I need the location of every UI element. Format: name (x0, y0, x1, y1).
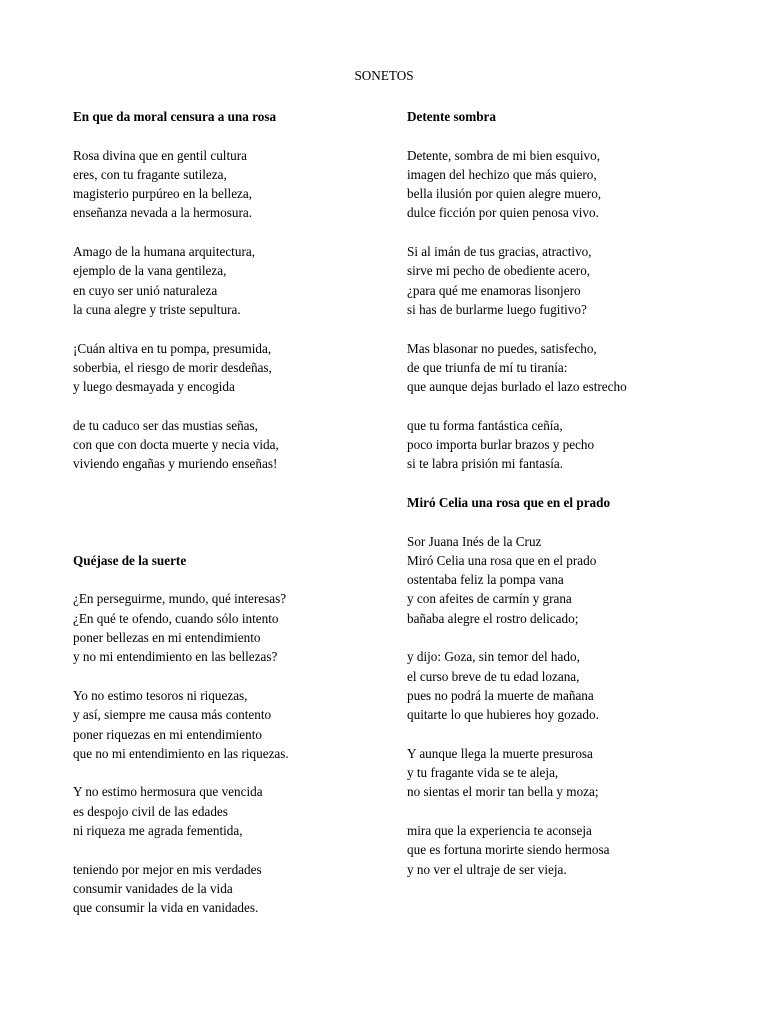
poem (73, 551, 393, 918)
verse-line: ¡Cuán altiva en tu pompa, presumida, (73, 340, 272, 356)
verse-line: si has de burlarme luego fugitivo? (407, 301, 587, 317)
verse-line: viviendo engañas y muriendo enseñas! (73, 456, 278, 472)
verse-line: que es fortuna morirte siendo hermosa (407, 842, 610, 858)
stanza (407, 744, 747, 802)
verse-line: es despojo civil de las edades (73, 803, 228, 819)
verse-line: que tu forma fantástica ceñía, (407, 417, 563, 433)
verse-line: Rosa divina que en gentil cultura (73, 147, 247, 163)
verse-line: Yo no estimo tesoros ni riquezas, (73, 687, 248, 703)
verse-line: bañaba alegre el rostro delicado; (407, 610, 579, 626)
stanza (407, 416, 747, 474)
verse-line: la cuna alegre y triste sepultura. (73, 301, 241, 317)
stanza (407, 242, 747, 319)
stanza (73, 589, 393, 666)
verse-line: sirve mi pecho de obediente acero, (407, 263, 591, 279)
stanza (73, 416, 393, 474)
verse-line: y así, siempre me causa más contento (73, 707, 272, 723)
verse-line: que consumir la vida en vanidades. (73, 900, 259, 916)
verse-line: soberbia, el riesgo de morir desdeñas, (73, 359, 272, 375)
spacer (73, 493, 393, 551)
poem-title: En que da moral censura a una rosa (73, 109, 277, 124)
verse-line: poner bellezas en mi entendimiento (73, 630, 261, 646)
verse-line: de que triunfa de mí tu tiranía: (407, 359, 568, 375)
verse-line: y tu fragante vida se te aleja, (407, 765, 559, 781)
verse-line: en cuyo ser unió naturaleza (73, 282, 218, 298)
verse-line: Y aunque llega la muerte presurosa (407, 745, 593, 761)
verse-line: que aunque dejas burlado el lazo estrecho (407, 379, 627, 395)
stanza (407, 339, 747, 397)
verse-line: ¿En qué te ofendo, cuando sólo intento (73, 610, 279, 626)
stanza (73, 686, 393, 763)
verse-line: y dijo: Goza, sin temor del hado, (407, 649, 580, 665)
verse-line: y luego desmayada y encogida (73, 379, 235, 395)
verse-line: magisterio purpúreo en la belleza, (73, 186, 253, 202)
verse-line: dulce ficción por quien penosa vivo. (407, 205, 599, 221)
poem (407, 107, 747, 474)
poem (407, 493, 747, 879)
verse-line: Miró Celia una rosa que en el prado (407, 552, 597, 568)
verse-line: ostentaba feliz la pompa vana (407, 572, 564, 588)
left-column (73, 107, 393, 937)
verse-line: poner riquezas en mi entendimiento (73, 726, 262, 742)
verse-line: ¿para qué me enamoras lisonjero (407, 282, 581, 298)
verse-line: quitarte lo que hubieres hoy gozado. (407, 707, 599, 723)
stanza (407, 647, 747, 724)
verse-line: Mas blasonar no puedes, satisfecho, (407, 340, 597, 356)
verse-line: no sientas el morir tan bella y moza; (407, 784, 599, 800)
verse-line: Si al imán de tus gracias, atractivo, (407, 244, 592, 260)
verse-line: enseñanza nevada a la hermosura. (73, 205, 253, 221)
verse-line: que no mi entendimiento en las riquezas. (73, 745, 289, 761)
verse-line: eres, con tu fragante sutileza, (73, 166, 227, 182)
stanza (73, 146, 393, 223)
stanza (407, 146, 747, 223)
verse-line: mira que la experiencia te aconseja (407, 822, 592, 838)
verse-line: ejemplo de la vana gentileza, (73, 263, 227, 279)
verse-line: y no ver el ultraje de ser vieja. (407, 861, 567, 877)
stanza (73, 860, 393, 918)
verse-line: el curso breve de tu edad lozana, (407, 668, 580, 684)
verse-line: ni riqueza me agrada fementida, (73, 822, 243, 838)
verse-line: imagen del hechizo que más quiero, (407, 166, 597, 182)
verse-line: Detente, sombra de mi bien esquivo, (407, 147, 601, 163)
poem (73, 107, 393, 474)
verse-line: consumir vanidades de la vida (73, 880, 233, 896)
verse-line: si te labra prisión mi fantasía. (407, 456, 564, 472)
poem-title: Detente sombra (407, 109, 496, 124)
verse-line: y con afeites de carmín y grana (407, 591, 572, 607)
stanza (407, 532, 747, 628)
stanza (73, 242, 393, 319)
verse-line: de tu caduco ser das mustias señas, (73, 417, 258, 433)
stanza (73, 339, 393, 397)
verse-line: ¿En perseguirme, mundo, qué interesas? (73, 591, 287, 607)
stanza (407, 821, 747, 879)
right-column (407, 107, 747, 898)
verse-line: pues no podrá la muerte de mañana (407, 687, 594, 703)
verse-line: bella ilusión por quien alegre muero, (407, 186, 602, 202)
verse-line: Amago de la humana arquitectura, (73, 244, 255, 260)
verse-line: y no mi entendimiento en las bellezas? (73, 649, 278, 665)
poem-title: Quéjase de la suerte (73, 552, 187, 568)
verse-line: Y no estimo hermosura que vencida (73, 784, 263, 800)
verse-line: teniendo por mejor en mis verdades (73, 861, 262, 877)
poem-title: Miró Celia una rosa que en el prado (407, 494, 611, 510)
verse-line: poco importa burlar brazos y pecho (407, 437, 595, 453)
poem-author: Sor Juana Inés de la Cruz (407, 533, 542, 549)
page-title: SONETOS (354, 68, 414, 83)
stanza (73, 782, 393, 840)
verse-line: con que con docta muerte y necia vida, (73, 437, 279, 453)
